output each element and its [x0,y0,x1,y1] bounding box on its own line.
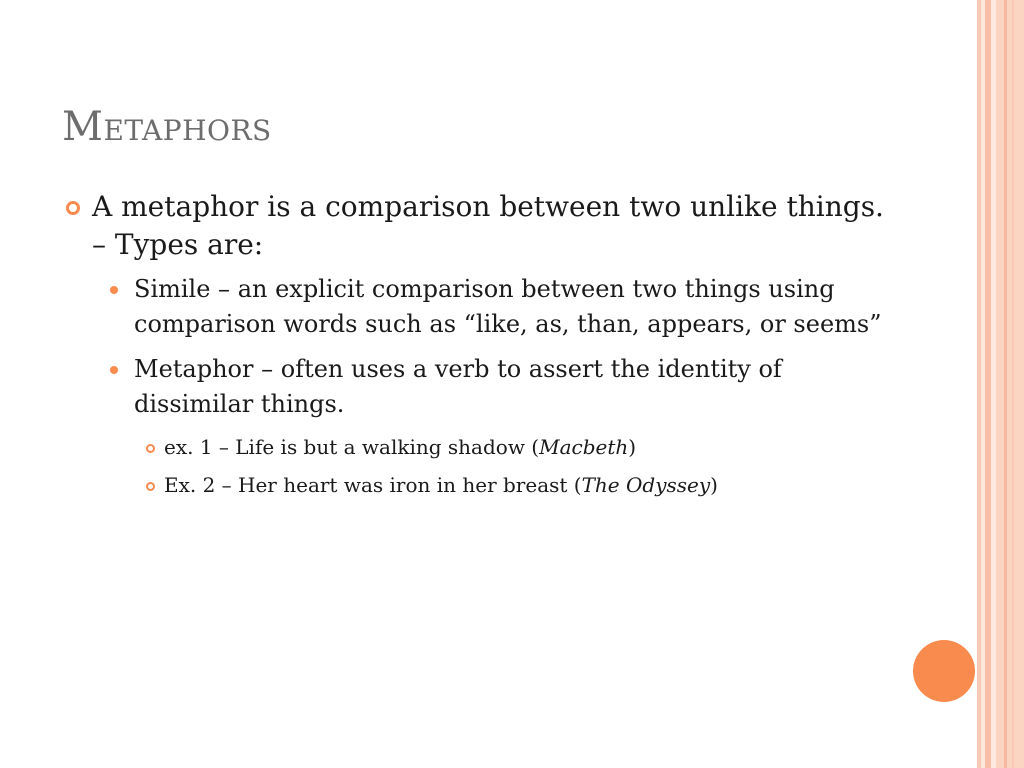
example-suffix: ) [710,473,718,497]
main-bullet [62,188,892,264]
small-hollow-circle-bullet-icon [146,482,155,491]
slide-body [62,188,892,508]
accent-circle [913,640,975,702]
example-work-title: Macbeth [539,435,629,459]
example-bullet-1 [62,432,892,462]
sub-bullet-metaphor [62,352,892,422]
example-prefix: Ex. 2 – Her heart was iron in her breast ( [164,473,582,497]
slide-title: Metaphors [62,104,272,150]
border-stripe [996,0,1024,768]
example-bullet-2 [62,470,892,500]
example-work-title: The Odyssey [581,473,711,497]
sub-bullet-list [62,272,892,500]
hollow-circle-bullet-icon [66,201,80,215]
sub-bullet-simile [62,272,892,342]
border-stripe [1004,0,1007,768]
border-stripe [1012,0,1014,768]
filled-circle-bullet-icon [110,286,118,294]
example-prefix: ex. 1 – Life is but a walking shadow ( [164,435,540,459]
sub-bullet-text: Metaphor – often uses a verb to assert the identity of dissimilar things. [134,355,782,418]
filled-circle-bullet-icon [110,366,118,374]
main-bullet-text: A metaphor is a comparison between two unlike things. – Types are: [92,190,884,261]
example-suffix: ) [628,435,637,459]
sub-bullet-text: Simile – an explicit comparison between two things using comparison words such as “like, as, than, appears, or seems” [134,275,882,338]
small-hollow-circle-bullet-icon [146,444,155,453]
